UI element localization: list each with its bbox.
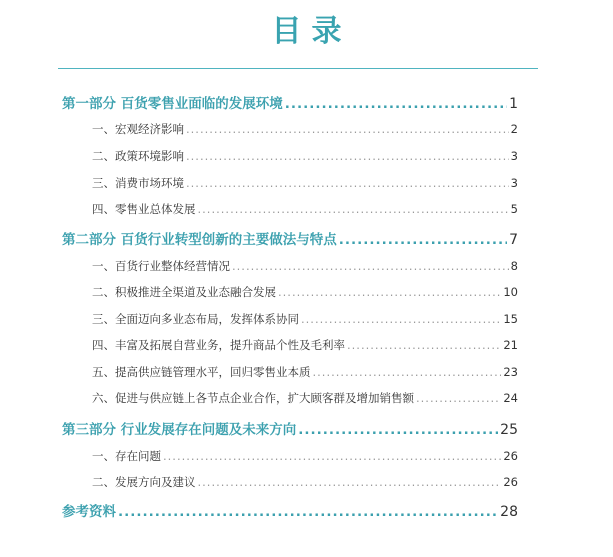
toc-entry[interactable] <box>92 337 518 353</box>
toc-entry[interactable] <box>92 121 518 137</box>
toc-entry[interactable] <box>92 148 518 164</box>
toc-leader <box>298 422 498 438</box>
toc-page-number: 23 <box>503 365 518 379</box>
toc-leader <box>313 365 502 379</box>
toc-entry[interactable] <box>92 474 518 490</box>
toc-page-number: 24 <box>503 391 518 405</box>
toc-label: 参考资料 <box>62 504 116 520</box>
toc-leader <box>186 176 509 190</box>
toc-label: 五、提高供应链管理水平，回归零售业本质 <box>92 365 311 379</box>
toc-page-number: 21 <box>503 338 518 352</box>
toc-page-number: 5 <box>510 202 518 216</box>
toc-entry[interactable] <box>92 201 518 217</box>
toc-section-2[interactable] <box>62 228 518 248</box>
toc-page-number: 7 <box>509 232 518 248</box>
toc-section-3[interactable] <box>62 418 518 438</box>
toc-label: 三、消费市场环境 <box>92 176 184 190</box>
toc-leader <box>232 259 509 273</box>
toc-label: 第一部分 百货零售业面临的发展环境 <box>62 96 283 112</box>
toc-page-number: 1 <box>509 96 518 112</box>
toc-page-number: 15 <box>503 312 518 326</box>
toc-section-1[interactable] <box>62 92 518 112</box>
toc-page-number: 28 <box>500 504 518 520</box>
toc-label: 二、积极推进全渠道及业态融合发展 <box>92 285 276 299</box>
toc-leader <box>198 475 502 489</box>
toc-label: 四、丰富及拓展自营业务，提升商品个性及毛利率 <box>92 338 345 352</box>
toc-leader <box>198 202 509 216</box>
toc-leader <box>347 338 501 352</box>
toc-page-number: 10 <box>503 285 518 299</box>
toc-page-number: 8 <box>510 259 518 273</box>
toc-references[interactable] <box>62 500 518 520</box>
toc-leader <box>285 96 507 112</box>
toc-leader <box>278 285 501 299</box>
toc-entry[interactable] <box>92 448 518 464</box>
toc-label: 二、发展方向及建议 <box>92 475 196 489</box>
toc-page-number: 3 <box>510 176 518 190</box>
toc-label: 三、全面迈向多业态布局，发挥体系协同 <box>92 312 299 326</box>
toc-label: 一、存在问题 <box>92 449 161 463</box>
toc-label: 第三部分 行业发展存在问题及未来方向 <box>62 422 297 438</box>
toc-leader <box>339 232 507 248</box>
toc-entry[interactable] <box>92 175 518 191</box>
toc-entry[interactable] <box>92 364 518 380</box>
toc-label: 六、促进与供应链上各节点企业合作，扩大顾客群及增加销售额 <box>92 391 414 405</box>
toc-entry[interactable] <box>92 284 518 300</box>
toc-leader <box>301 312 501 326</box>
toc-page-number: 3 <box>510 149 518 163</box>
toc-leader <box>186 149 509 163</box>
toc-label: 二、政策环境影响 <box>92 149 184 163</box>
page-title: 目录 <box>271 14 352 49</box>
toc-leader <box>163 449 501 463</box>
toc-label: 第二部分 百货行业转型创新的主要做法与特点 <box>62 232 337 248</box>
toc-leader <box>416 391 501 405</box>
toc-page-number: 26 <box>503 449 518 463</box>
toc-page-number: 2 <box>510 122 518 136</box>
toc-label: 四、零售业总体发展 <box>92 202 196 216</box>
toc-entry[interactable] <box>92 311 518 327</box>
toc-label: 一、宏观经济影响 <box>92 122 184 136</box>
toc-entry[interactable] <box>92 258 518 274</box>
toc-leader <box>186 122 509 136</box>
toc-page-number: 26 <box>503 475 518 489</box>
toc-label: 一、百货行业整体经营情况 <box>92 259 230 273</box>
toc-entry[interactable] <box>92 390 518 406</box>
toc-page-number: 25 <box>500 422 518 438</box>
toc-leader <box>118 504 498 520</box>
